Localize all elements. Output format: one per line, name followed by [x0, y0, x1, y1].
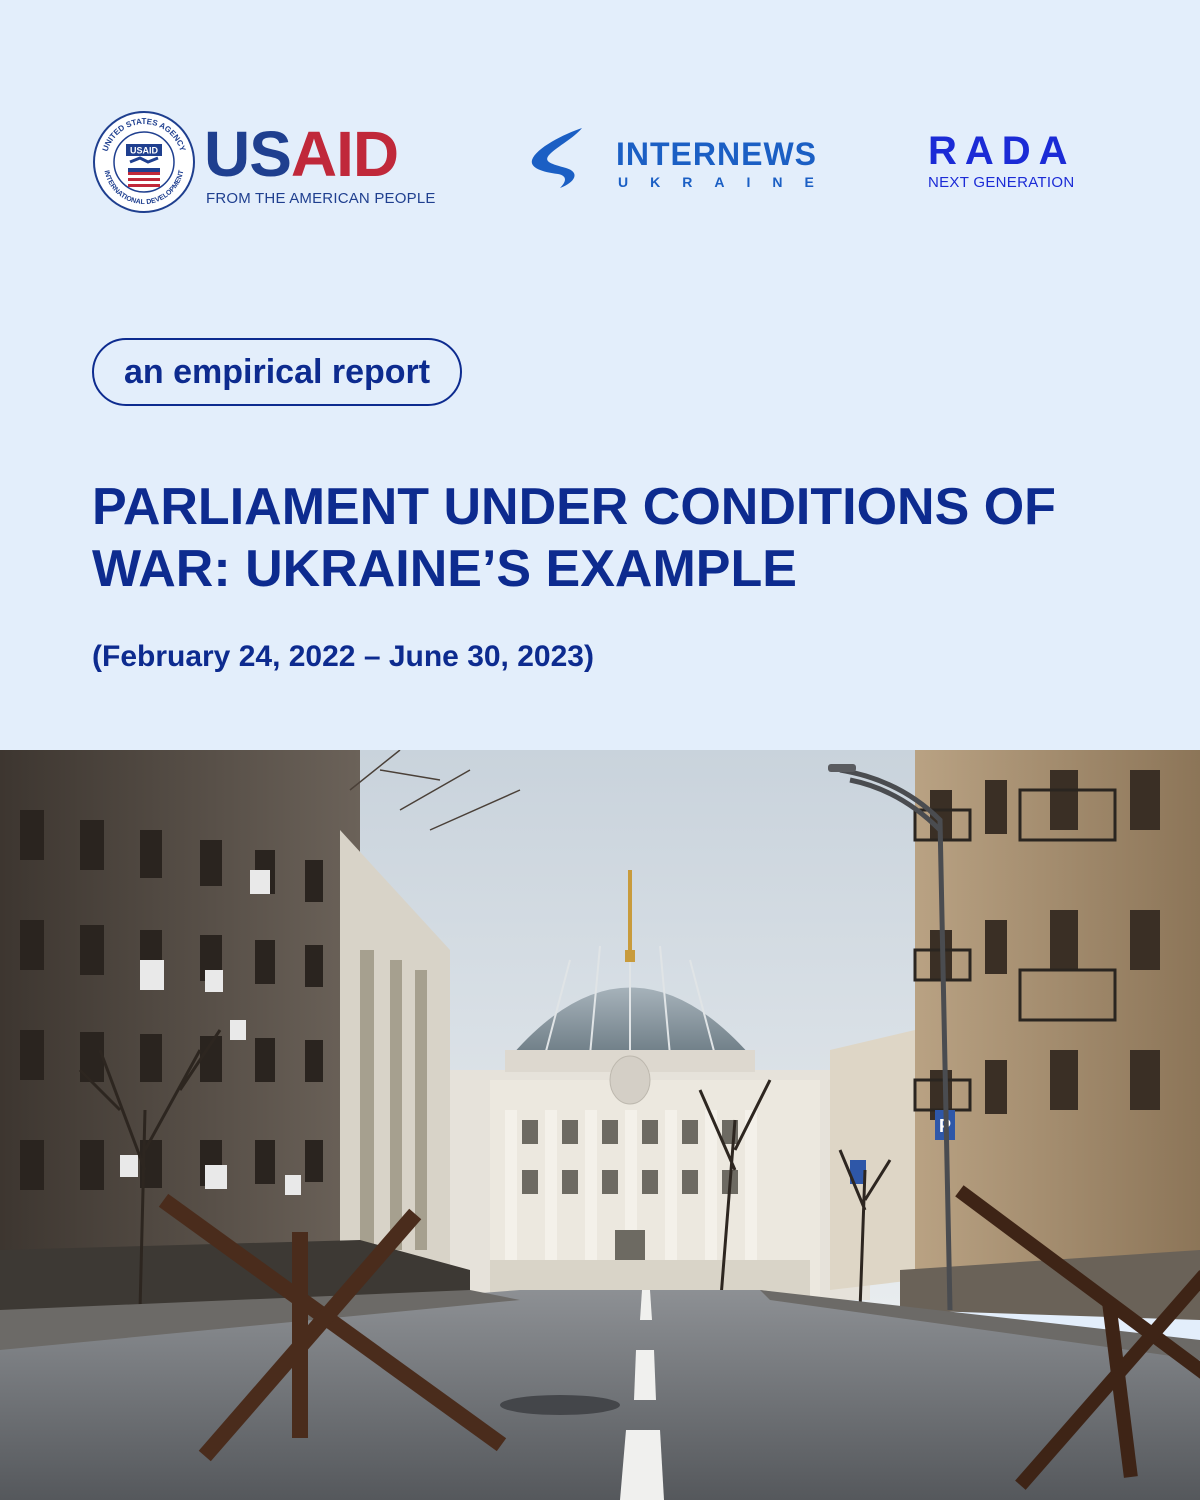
cover-photo: [0, 750, 1200, 1500]
parliament-street-photo: [0, 750, 1200, 1500]
internews-subtitle: UKRAINE: [618, 174, 836, 190]
report-type-badge: an empirical report: [92, 338, 462, 406]
internews-logo: [524, 118, 854, 198]
parking-sign: P: [938, 1116, 952, 1136]
seal-top-text: UNITED STATES AGENCY: [100, 116, 188, 153]
partner-logos: [0, 0, 1200, 300]
seal-center-text: USAID: [129, 145, 159, 156]
rada-name: RADA: [928, 129, 1076, 173]
internews-swoosh-icon: [524, 122, 594, 192]
date-range: (February 24, 2022 – June 30, 2023): [92, 640, 594, 673]
usaid-tagline: FROM THE AMERICAN PEOPLE: [206, 190, 436, 207]
usaid-seal-icon: [92, 110, 196, 214]
report-title: PARLIAMENT UNDER CONDITIONS OF WAR: UKRAINE’S EXAMPLE: [92, 478, 1056, 598]
rada-subtitle: NEXT GENERATION: [928, 174, 1075, 191]
usaid-logo: [92, 110, 442, 220]
rada-logo: [928, 130, 1128, 191]
usaid-wordmark: USAID: [204, 118, 399, 190]
seal-bottom-text: INTERNATIONAL DEVELOPMENT: [102, 169, 186, 207]
internews-name: INTERNEWS: [616, 136, 817, 172]
